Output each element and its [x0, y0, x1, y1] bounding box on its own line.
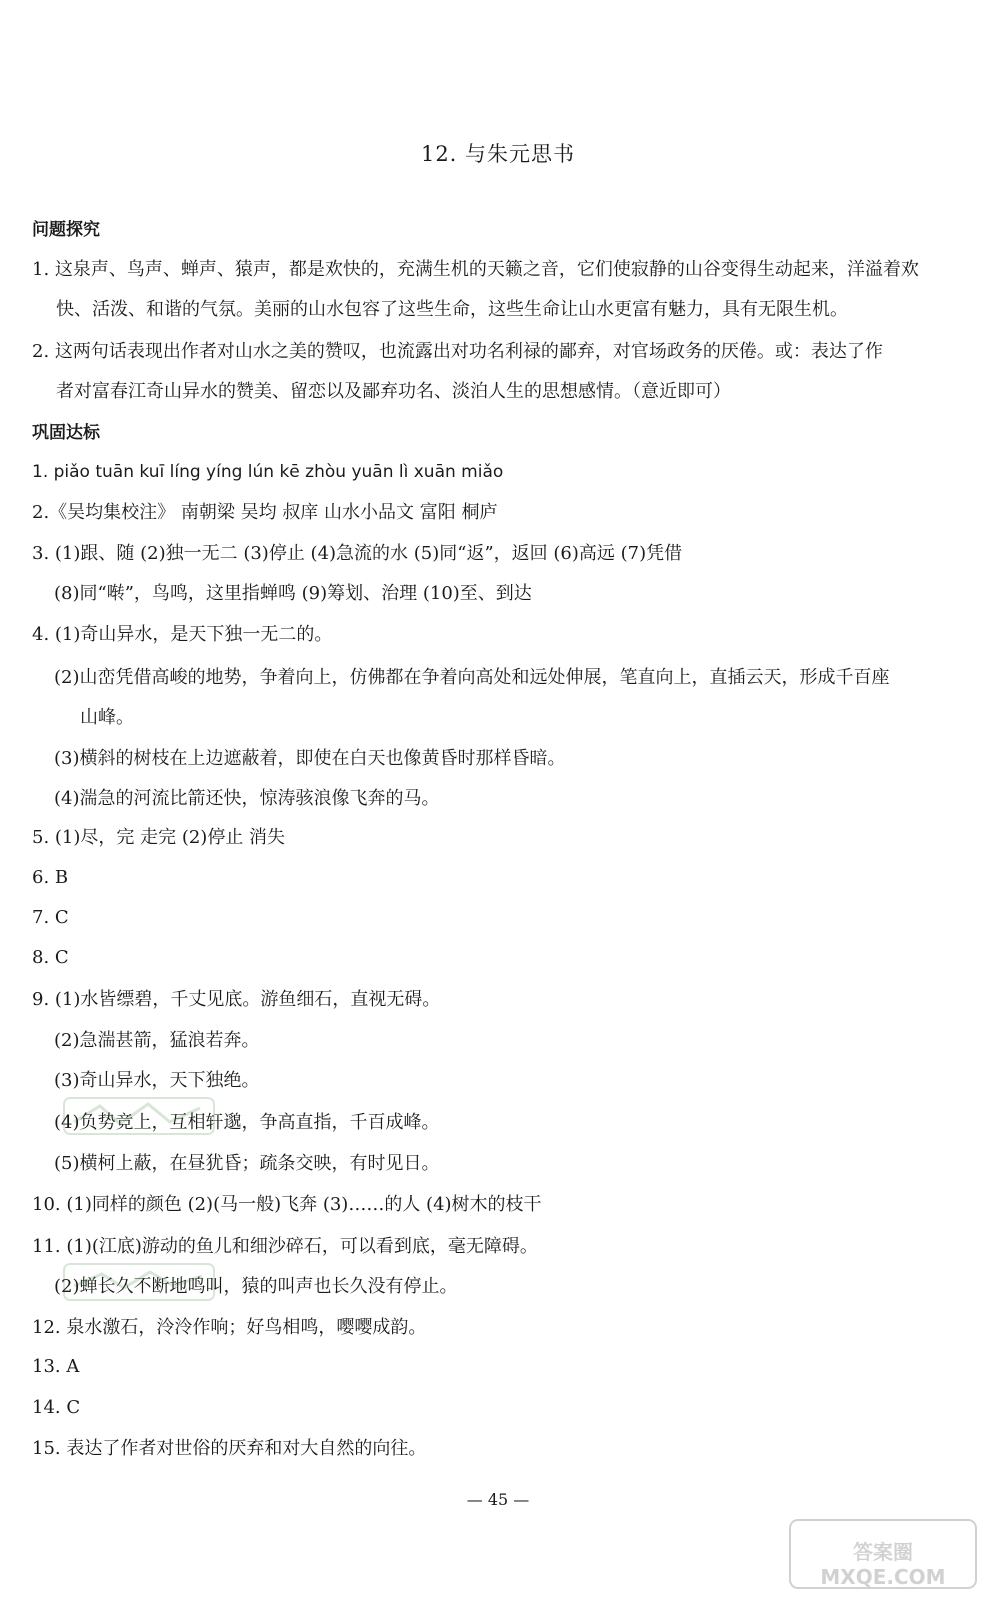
answer-line: 11. (1)(江底)游动的鱼儿和细沙碎石，可以看到底，毫无障碍。 — [32, 1236, 538, 1257]
answer-line: (4)湍急的河流比箭还快，惊涛骇浪像飞奔的马。 — [54, 788, 440, 809]
answer-line: (2)急湍甚箭，猛浪若奔。 — [54, 1030, 260, 1051]
section-heading-inquiry: 问题探究 — [32, 220, 100, 240]
answer-line: 8. C — [32, 947, 69, 968]
answer-line: 12. 泉水激石，泠泠作响；好鸟相鸣，嘤嘤成韵。 — [32, 1317, 427, 1338]
answer-line: 2. 这两句话表现出作者对山水之美的赞叹，也流露出对功名利禄的鄙弃，对官场政务的厌倦。或：表达了作 — [32, 341, 883, 362]
page-number: — 45 — — [466, 1490, 530, 1509]
answer-line: 2.《吴均集校注》 南朝梁 吴均 叔庠 山水小品文 富阳 桐庐 — [32, 502, 498, 523]
answer-line: 13. A — [32, 1356, 80, 1377]
answer-line: 9. (1)水皆缥碧，千丈见底。游鱼细石，直视无碍。 — [32, 989, 441, 1010]
answer-line: 3. (1)跟、随 (2)独一无二 (3)停止 (4)急流的水 (5)同“返”，返回 (6)高远 (7)凭借 — [32, 543, 683, 564]
answer-line: 山峰。 — [80, 707, 134, 728]
answer-line: 14. C — [32, 1397, 81, 1418]
answer-line-pinyin: 1. piǎo tuān kuī líng yíng lún kē zhòu yuān lì xuān miǎo — [32, 462, 504, 482]
answer-line: 4. (1)奇山异水，是天下独一无二的。 — [32, 624, 333, 645]
answer-line: 6. B — [32, 867, 69, 888]
page-title: 12. 与朱元思书 — [420, 142, 576, 166]
answer-line: (8)同“啭”，鸟鸣，这里指蝉鸣 (9)筹划、治理 (10)至、到达 — [54, 583, 532, 604]
answer-line: (4)负势竞上，互相轩邈，争高直指，千百成峰。 — [54, 1112, 440, 1133]
answer-line: (2)山峦凭借高峻的地势，争着向上，仿佛都在争着向高处和远处伸展，笔直向上，直插云天，形成千百座 — [54, 667, 890, 688]
watermark-stamp-icon — [60, 1258, 220, 1306]
answer-line: 1. 这泉声、鸟声、蝉声、猿声，都是欢快的，充满生机的天籁之音，它们使寂静的山谷变得生动起来，洋溢着欢 — [32, 259, 919, 280]
site-watermark — [788, 1518, 978, 1590]
answer-line: 10. (1)同样的颜色 (2)(马一般)飞奔 (3)……的人 (4)树木的枝干 — [32, 1194, 542, 1215]
answer-line: (2)蝉长久不断地鸣叫，猿的叫声也长久没有停止。 — [54, 1276, 458, 1297]
answer-line: (3)横斜的树枝在上边遮蔽着，即使在白天也像黄昏时那样昏暗。 — [54, 748, 566, 769]
answer-line: (3)奇山异水，天下独绝。 — [54, 1070, 260, 1091]
answer-line: (5)横柯上蔽，在昼犹昏；疏条交映，有时见日。 — [54, 1153, 440, 1174]
answer-line: 7. C — [32, 907, 69, 928]
answer-line: 快、活泼、和谐的气氛。美丽的山水包容了这些生命，这些生命让山水更富有魅力，具有无限生机。 — [56, 299, 848, 320]
answer-line: 15. 表达了作者对世俗的厌弃和对大自然的向往。 — [32, 1438, 427, 1459]
watermark-stamp-icon — [60, 1092, 220, 1140]
answer-line: 者对富春江奇山异水的赞美、留恋以及鄙弃功名、淡泊人生的思想感情。（意近即可） — [56, 381, 731, 402]
watermark-text: 答案圈 MXQE.COM — [820, 1540, 946, 1589]
answer-line: 5. (1)尽，完 走完 (2)停止 消失 — [32, 827, 286, 848]
section-heading-consolidation: 巩固达标 — [32, 423, 100, 443]
